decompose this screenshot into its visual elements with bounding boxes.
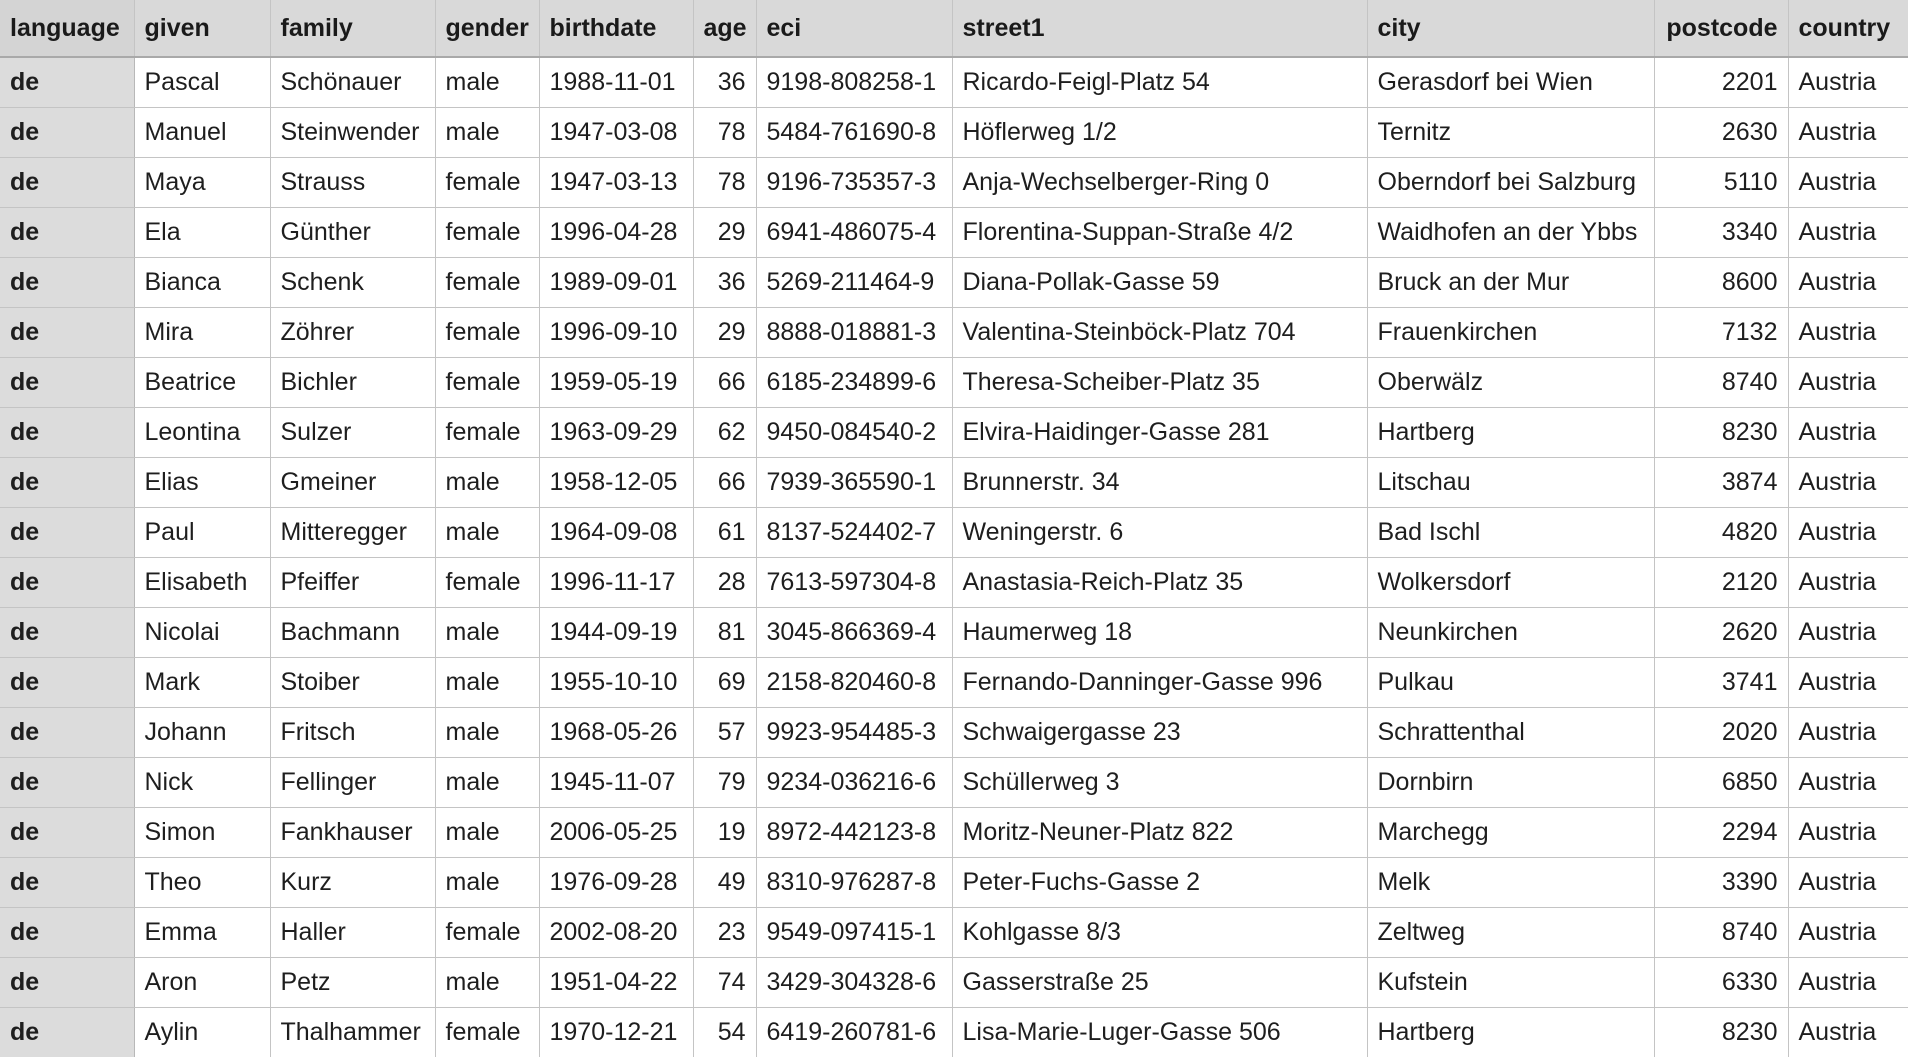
cell-family[interactable]: Schenk <box>270 258 435 308</box>
table-header <box>0 0 1908 57</box>
cell-postcode[interactable]: 2120 <box>1654 558 1788 608</box>
cell-birthdate[interactable]: 1970-12-21 <box>539 1008 693 1058</box>
cell-country[interactable]: Austria <box>1788 158 1908 208</box>
cell-gender[interactable]: male <box>435 608 539 658</box>
cell-country[interactable]: Austria <box>1788 508 1908 558</box>
cell-age[interactable]: 54 <box>693 1008 756 1058</box>
cell-given[interactable]: Johann <box>134 708 270 758</box>
cell-postcode[interactable]: 8740 <box>1654 358 1788 408</box>
cell-given[interactable]: Leontina <box>134 408 270 458</box>
table-row[interactable] <box>0 708 1908 758</box>
cell-postcode[interactable]: 3390 <box>1654 858 1788 908</box>
cell-country[interactable]: Austria <box>1788 57 1908 108</box>
column-header-street1[interactable]: street1 <box>952 0 1367 57</box>
cell-eci[interactable]: 7939-365590-1 <box>756 458 952 508</box>
cell-street1[interactable]: Theresa-Scheiber-Platz 35 <box>952 358 1367 408</box>
cell-gender[interactable]: male <box>435 108 539 158</box>
cell-given[interactable]: Beatrice <box>134 358 270 408</box>
cell-birthdate[interactable]: 1964-09-08 <box>539 508 693 558</box>
cell-given[interactable]: Ela <box>134 208 270 258</box>
cell-family[interactable]: Thalhammer <box>270 1008 435 1058</box>
table-row[interactable] <box>0 108 1908 158</box>
cell-city[interactable]: Hartberg <box>1367 1008 1654 1058</box>
cell-language[interactable]: de <box>0 958 134 1008</box>
cell-birthdate[interactable]: 1968-05-26 <box>539 708 693 758</box>
cell-country[interactable]: Austria <box>1788 958 1908 1008</box>
cell-language[interactable]: de <box>0 108 134 158</box>
cell-given[interactable]: Manuel <box>134 108 270 158</box>
cell-language[interactable]: de <box>0 558 134 608</box>
cell-gender[interactable]: female <box>435 258 539 308</box>
table-body <box>0 57 1908 1057</box>
cell-family[interactable]: Strauss <box>270 158 435 208</box>
cell-family[interactable]: Günther <box>270 208 435 258</box>
cell-street1[interactable]: Weningerstr. 6 <box>952 508 1367 558</box>
cell-family[interactable]: Stoiber <box>270 658 435 708</box>
cell-family[interactable]: Bichler <box>270 358 435 408</box>
cell-street1[interactable]: Anastasia-Reich-Platz 35 <box>952 558 1367 608</box>
cell-gender[interactable]: female <box>435 308 539 358</box>
cell-given[interactable]: Emma <box>134 908 270 958</box>
cell-country[interactable]: Austria <box>1788 108 1908 158</box>
table-row[interactable] <box>0 808 1908 858</box>
column-header-birthdate[interactable]: birthdate <box>539 0 693 57</box>
cell-postcode[interactable]: 6330 <box>1654 958 1788 1008</box>
cell-city[interactable]: Gerasdorf bei Wien <box>1367 57 1654 108</box>
table-row[interactable] <box>0 57 1908 108</box>
cell-age[interactable]: 49 <box>693 858 756 908</box>
column-header-gender[interactable]: gender <box>435 0 539 57</box>
cell-street1[interactable]: Schüllerweg 3 <box>952 758 1367 808</box>
cell-country[interactable]: Austria <box>1788 258 1908 308</box>
cell-age[interactable]: 36 <box>693 258 756 308</box>
cell-postcode[interactable]: 2294 <box>1654 808 1788 858</box>
table-row[interactable] <box>0 158 1908 208</box>
cell-birthdate[interactable]: 2002-08-20 <box>539 908 693 958</box>
column-header-language[interactable]: language <box>0 0 134 57</box>
cell-age[interactable]: 57 <box>693 708 756 758</box>
cell-postcode[interactable]: 5110 <box>1654 158 1788 208</box>
cell-age[interactable]: 28 <box>693 558 756 608</box>
cell-city[interactable]: Kufstein <box>1367 958 1654 1008</box>
cell-city[interactable]: Bruck an der Mur <box>1367 258 1654 308</box>
cell-gender[interactable]: male <box>435 458 539 508</box>
cell-country[interactable]: Austria <box>1788 858 1908 908</box>
cell-age[interactable]: 61 <box>693 508 756 558</box>
cell-street1[interactable]: Höflerweg 1/2 <box>952 108 1367 158</box>
cell-given[interactable]: Theo <box>134 858 270 908</box>
cell-gender[interactable]: female <box>435 1008 539 1058</box>
cell-postcode[interactable]: 3340 <box>1654 208 1788 258</box>
cell-age[interactable]: 66 <box>693 458 756 508</box>
cell-birthdate[interactable]: 1958-12-05 <box>539 458 693 508</box>
cell-family[interactable]: Fellinger <box>270 758 435 808</box>
cell-family[interactable]: Fritsch <box>270 708 435 758</box>
cell-eci[interactable]: 8310-976287-8 <box>756 858 952 908</box>
cell-eci[interactable]: 9196-735357-3 <box>756 158 952 208</box>
table-row[interactable] <box>0 1008 1908 1058</box>
cell-language[interactable]: de <box>0 758 134 808</box>
cell-gender[interactable]: male <box>435 708 539 758</box>
cell-gender[interactable]: female <box>435 558 539 608</box>
cell-birthdate[interactable]: 1955-10-10 <box>539 658 693 708</box>
cell-street1[interactable]: Peter-Fuchs-Gasse 2 <box>952 858 1367 908</box>
cell-postcode[interactable]: 2620 <box>1654 608 1788 658</box>
cell-city[interactable]: Neunkirchen <box>1367 608 1654 658</box>
cell-eci[interactable]: 9450-084540-2 <box>756 408 952 458</box>
cell-age[interactable]: 66 <box>693 358 756 408</box>
cell-city[interactable]: Ternitz <box>1367 108 1654 158</box>
table-row[interactable] <box>0 458 1908 508</box>
cell-postcode[interactable]: 3874 <box>1654 458 1788 508</box>
cell-language[interactable]: de <box>0 1008 134 1058</box>
cell-city[interactable]: Dornbirn <box>1367 758 1654 808</box>
cell-family[interactable]: Mitteregger <box>270 508 435 558</box>
cell-given[interactable]: Mira <box>134 308 270 358</box>
table-row[interactable] <box>0 208 1908 258</box>
cell-eci[interactable]: 8972-442123-8 <box>756 808 952 858</box>
cell-postcode[interactable]: 2630 <box>1654 108 1788 158</box>
cell-street1[interactable]: Haumerweg 18 <box>952 608 1367 658</box>
cell-country[interactable]: Austria <box>1788 208 1908 258</box>
cell-street1[interactable]: Florentina-Suppan-Straße 4/2 <box>952 208 1367 258</box>
cell-city[interactable]: Oberwälz <box>1367 358 1654 408</box>
table-row[interactable] <box>0 508 1908 558</box>
cell-country[interactable]: Austria <box>1788 608 1908 658</box>
table-row[interactable] <box>0 358 1908 408</box>
cell-language[interactable]: de <box>0 258 134 308</box>
cell-given[interactable]: Pascal <box>134 57 270 108</box>
cell-city[interactable]: Marchegg <box>1367 808 1654 858</box>
cell-country[interactable]: Austria <box>1788 358 1908 408</box>
cell-birthdate[interactable]: 1963-09-29 <box>539 408 693 458</box>
cell-eci[interactable]: 5269-211464-9 <box>756 258 952 308</box>
cell-country[interactable]: Austria <box>1788 308 1908 358</box>
cell-language[interactable]: de <box>0 158 134 208</box>
cell-eci[interactable]: 5484-761690-8 <box>756 108 952 158</box>
table-row[interactable] <box>0 308 1908 358</box>
cell-given[interactable]: Elias <box>134 458 270 508</box>
cell-language[interactable]: de <box>0 608 134 658</box>
cell-eci[interactable]: 6185-234899-6 <box>756 358 952 408</box>
cell-gender[interactable]: male <box>435 958 539 1008</box>
cell-city[interactable]: Frauenkirchen <box>1367 308 1654 358</box>
cell-street1[interactable]: Fernando-Danninger-Gasse 996 <box>952 658 1367 708</box>
cell-birthdate[interactable]: 1959-05-19 <box>539 358 693 408</box>
table-row[interactable] <box>0 258 1908 308</box>
cell-birthdate[interactable]: 1947-03-13 <box>539 158 693 208</box>
cell-gender[interactable]: female <box>435 158 539 208</box>
cell-street1[interactable]: Elvira-Haidinger-Gasse 281 <box>952 408 1367 458</box>
cell-age[interactable]: 36 <box>693 57 756 108</box>
cell-family[interactable]: Bachmann <box>270 608 435 658</box>
cell-country[interactable]: Austria <box>1788 758 1908 808</box>
cell-country[interactable]: Austria <box>1788 908 1908 958</box>
table-row[interactable] <box>0 758 1908 808</box>
cell-street1[interactable]: Brunnerstr. 34 <box>952 458 1367 508</box>
cell-city[interactable]: Pulkau <box>1367 658 1654 708</box>
column-header-eci[interactable]: eci <box>756 0 952 57</box>
cell-country[interactable]: Austria <box>1788 808 1908 858</box>
cell-birthdate[interactable]: 2006-05-25 <box>539 808 693 858</box>
cell-street1[interactable]: Anja-Wechselberger-Ring 0 <box>952 158 1367 208</box>
cell-street1[interactable]: Gasserstraße 25 <box>952 958 1367 1008</box>
cell-city[interactable]: Wolkersdorf <box>1367 558 1654 608</box>
cell-language[interactable]: de <box>0 358 134 408</box>
cell-city[interactable]: Melk <box>1367 858 1654 908</box>
column-header-city[interactable]: city <box>1367 0 1654 57</box>
cell-given[interactable]: Maya <box>134 158 270 208</box>
column-header-given[interactable]: given <box>134 0 270 57</box>
cell-postcode[interactable]: 2201 <box>1654 57 1788 108</box>
cell-age[interactable]: 29 <box>693 208 756 258</box>
cell-eci[interactable]: 8137-524402-7 <box>756 508 952 558</box>
cell-family[interactable]: Zöhrer <box>270 308 435 358</box>
cell-gender[interactable]: male <box>435 808 539 858</box>
column-header-age[interactable]: age <box>693 0 756 57</box>
cell-birthdate[interactable]: 1947-03-08 <box>539 108 693 158</box>
cell-birthdate[interactable]: 1976-09-28 <box>539 858 693 908</box>
cell-city[interactable]: Schrattenthal <box>1367 708 1654 758</box>
table-row[interactable] <box>0 558 1908 608</box>
cell-family[interactable]: Haller <box>270 908 435 958</box>
cell-family[interactable]: Petz <box>270 958 435 1008</box>
cell-gender[interactable]: female <box>435 908 539 958</box>
cell-given[interactable]: Nick <box>134 758 270 808</box>
cell-language[interactable]: de <box>0 208 134 258</box>
cell-family[interactable]: Pfeiffer <box>270 558 435 608</box>
cell-family[interactable]: Sulzer <box>270 408 435 458</box>
cell-country[interactable]: Austria <box>1788 708 1908 758</box>
cell-birthdate[interactable]: 1996-09-10 <box>539 308 693 358</box>
cell-family[interactable]: Schönauer <box>270 57 435 108</box>
cell-eci[interactable]: 9198-808258-1 <box>756 57 952 108</box>
table-row[interactable] <box>0 958 1908 1008</box>
cell-street1[interactable]: Ricardo-Feigl-Platz 54 <box>952 57 1367 108</box>
cell-age[interactable]: 81 <box>693 608 756 658</box>
cell-postcode[interactable]: 8230 <box>1654 1008 1788 1058</box>
cell-street1[interactable]: Schwaigergasse 23 <box>952 708 1367 758</box>
cell-city[interactable]: Oberndorf bei Salzburg <box>1367 158 1654 208</box>
cell-given[interactable]: Nicolai <box>134 608 270 658</box>
cell-street1[interactable]: Diana-Pollak-Gasse 59 <box>952 258 1367 308</box>
cell-gender[interactable]: male <box>435 57 539 108</box>
header-row <box>0 0 1908 57</box>
cell-language[interactable]: de <box>0 458 134 508</box>
cell-given[interactable]: Aron <box>134 958 270 1008</box>
cell-birthdate[interactable]: 1996-04-28 <box>539 208 693 258</box>
cell-age[interactable]: 78 <box>693 158 756 208</box>
cell-language[interactable]: de <box>0 508 134 558</box>
cell-postcode[interactable]: 8230 <box>1654 408 1788 458</box>
cell-age[interactable]: 19 <box>693 808 756 858</box>
cell-eci[interactable]: 6419-260781-6 <box>756 1008 952 1058</box>
cell-eci[interactable]: 9234-036216-6 <box>756 758 952 808</box>
cell-city[interactable]: Zeltweg <box>1367 908 1654 958</box>
cell-postcode[interactable]: 3741 <box>1654 658 1788 708</box>
cell-language[interactable]: de <box>0 908 134 958</box>
cell-gender[interactable]: male <box>435 508 539 558</box>
column-header-country[interactable]: country <box>1788 0 1908 57</box>
cell-postcode[interactable]: 7132 <box>1654 308 1788 358</box>
cell-street1[interactable]: Kohlgasse 8/3 <box>952 908 1367 958</box>
cell-language[interactable]: de <box>0 808 134 858</box>
cell-family[interactable]: Gmeiner <box>270 458 435 508</box>
cell-gender[interactable]: male <box>435 758 539 808</box>
cell-birthdate[interactable]: 1989-09-01 <box>539 258 693 308</box>
cell-age[interactable]: 62 <box>693 408 756 458</box>
cell-age[interactable]: 23 <box>693 908 756 958</box>
cell-birthdate[interactable]: 1996-11-17 <box>539 558 693 608</box>
cell-gender[interactable]: female <box>435 408 539 458</box>
cell-age[interactable]: 29 <box>693 308 756 358</box>
cell-postcode[interactable]: 4820 <box>1654 508 1788 558</box>
cell-postcode[interactable]: 2020 <box>1654 708 1788 758</box>
cell-eci[interactable]: 9923-954485-3 <box>756 708 952 758</box>
cell-birthdate[interactable]: 1945-11-07 <box>539 758 693 808</box>
cell-city[interactable]: Litschau <box>1367 458 1654 508</box>
table-row[interactable] <box>0 408 1908 458</box>
cell-language[interactable]: de <box>0 408 134 458</box>
cell-family[interactable]: Kurz <box>270 858 435 908</box>
cell-given[interactable]: Mark <box>134 658 270 708</box>
cell-birthdate[interactable]: 1951-04-22 <box>539 958 693 1008</box>
table-row[interactable] <box>0 858 1908 908</box>
cell-eci[interactable]: 7613-597304-8 <box>756 558 952 608</box>
cell-gender[interactable]: male <box>435 658 539 708</box>
cell-gender[interactable]: male <box>435 858 539 908</box>
cell-eci[interactable]: 8888-018881-3 <box>756 308 952 358</box>
cell-postcode[interactable]: 6850 <box>1654 758 1788 808</box>
cell-family[interactable]: Steinwender <box>270 108 435 158</box>
table-row[interactable] <box>0 608 1908 658</box>
cell-country[interactable]: Austria <box>1788 1008 1908 1058</box>
cell-eci[interactable]: 6941-486075-4 <box>756 208 952 258</box>
cell-given[interactable]: Paul <box>134 508 270 558</box>
cell-eci[interactable]: 9549-097415-1 <box>756 908 952 958</box>
cell-street1[interactable]: Valentina-Steinböck-Platz 704 <box>952 308 1367 358</box>
cell-city[interactable]: Hartberg <box>1367 408 1654 458</box>
table-row[interactable] <box>0 908 1908 958</box>
cell-given[interactable]: Aylin <box>134 1008 270 1058</box>
cell-given[interactable]: Simon <box>134 808 270 858</box>
cell-language[interactable]: de <box>0 57 134 108</box>
cell-age[interactable]: 74 <box>693 958 756 1008</box>
cell-street1[interactable]: Lisa-Marie-Luger-Gasse 506 <box>952 1008 1367 1058</box>
cell-language[interactable]: de <box>0 308 134 358</box>
cell-gender[interactable]: female <box>435 208 539 258</box>
cell-street1[interactable]: Moritz-Neuner-Platz 822 <box>952 808 1367 858</box>
cell-city[interactable]: Bad Ischl <box>1367 508 1654 558</box>
cell-given[interactable]: Bianca <box>134 258 270 308</box>
cell-eci[interactable]: 3429-304328-6 <box>756 958 952 1008</box>
cell-gender[interactable]: female <box>435 358 539 408</box>
cell-language[interactable]: de <box>0 708 134 758</box>
cell-country[interactable]: Austria <box>1788 408 1908 458</box>
cell-birthdate[interactable]: 1988-11-01 <box>539 57 693 108</box>
cell-given[interactable]: Elisabeth <box>134 558 270 608</box>
cell-eci[interactable]: 2158-820460-8 <box>756 658 952 708</box>
cell-country[interactable]: Austria <box>1788 558 1908 608</box>
column-header-family[interactable]: family <box>270 0 435 57</box>
cell-postcode[interactable]: 8740 <box>1654 908 1788 958</box>
cell-postcode[interactable]: 8600 <box>1654 258 1788 308</box>
cell-country[interactable]: Austria <box>1788 458 1908 508</box>
cell-country[interactable]: Austria <box>1788 658 1908 708</box>
cell-age[interactable]: 69 <box>693 658 756 708</box>
column-header-postcode[interactable]: postcode <box>1654 0 1788 57</box>
cell-age[interactable]: 79 <box>693 758 756 808</box>
table-row[interactable] <box>0 658 1908 708</box>
cell-eci[interactable]: 3045-866369-4 <box>756 608 952 658</box>
cell-language[interactable]: de <box>0 858 134 908</box>
cell-family[interactable]: Fankhauser <box>270 808 435 858</box>
cell-birthdate[interactable]: 1944-09-19 <box>539 608 693 658</box>
cell-city[interactable]: Waidhofen an der Ybbs <box>1367 208 1654 258</box>
cell-language[interactable]: de <box>0 658 134 708</box>
cell-age[interactable]: 78 <box>693 108 756 158</box>
